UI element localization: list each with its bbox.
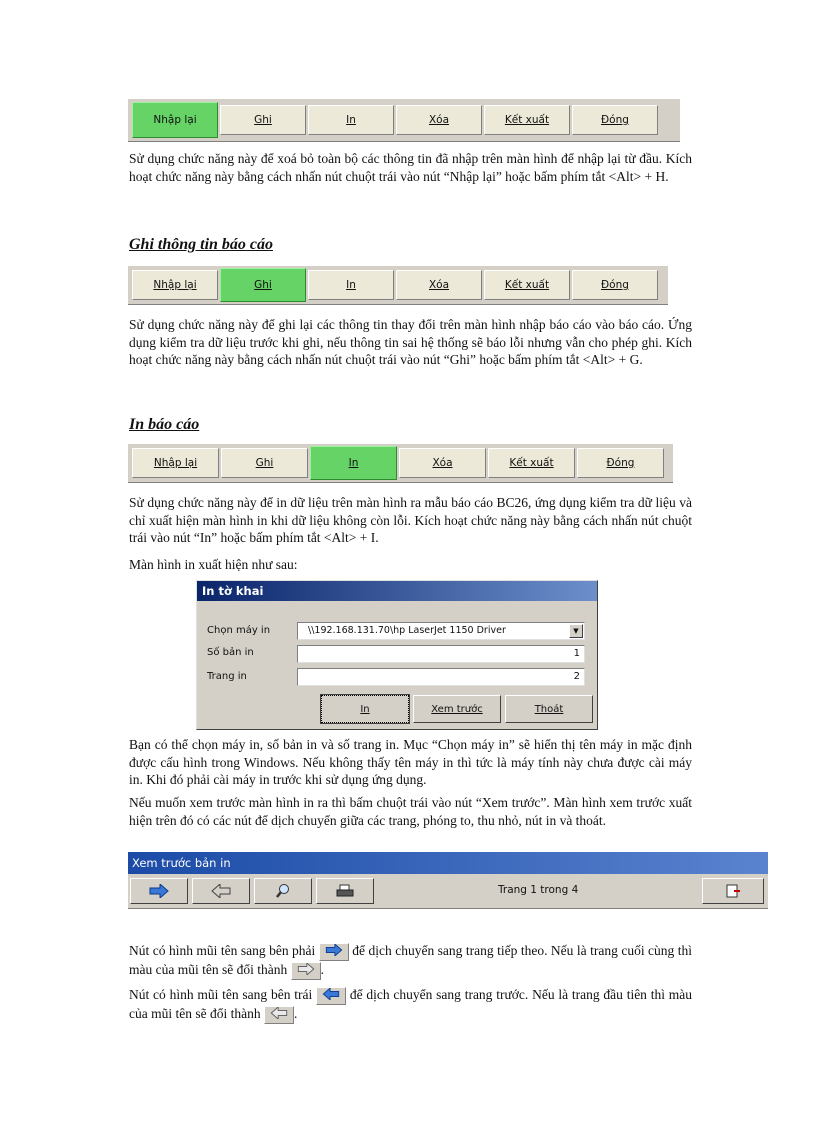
preview-window xyxy=(128,852,768,908)
next-arrow-description: Nút có hình mũi tên sang bên phải để dịch chuyển sang trang tiếp theo. Nếu là trang cuối cùng thì màu của mũi tên sẽ đổi thành . xyxy=(129,942,692,980)
preview-description: Nếu muốn xem trước màn hình in ra thì bấm chuột trái vào nút “Xem trước”. Màn hình xem trước xuất hiện trên đó có các nút để dịch chuyển giữa các trang, phóng to, thu nhỏ, nút in và thoát. xyxy=(129,795,692,828)
printer-description: Bạn có thể chọn máy in, số bản in và số trang in. Mục “Chọn máy in” sẽ hiển thị tên máy in mặc định được cấu hình trong Windows. Nếu không thấy tên máy in thì tức là máy tính này chưa được cài máy in. Khi đó phải cài máy in trước khi sử dụng ứng dụng. xyxy=(129,737,692,787)
reset-button[interactable]: Nhập lại xyxy=(132,102,218,138)
arrow-left-icon xyxy=(316,987,346,1005)
close-button[interactable]: Đóng xyxy=(572,105,658,135)
printer-value: \\192.168.131.70\hp LaserJet 1150 Driver xyxy=(308,625,506,636)
close-button[interactable]: Đóng xyxy=(572,270,658,300)
print-screen-intro: Màn hình in xuất hiện như sau: xyxy=(129,557,298,572)
toolbar-save xyxy=(128,265,668,305)
arrow-right-icon xyxy=(319,943,349,961)
exit-door-icon xyxy=(725,884,741,898)
close-button[interactable]: Đóng xyxy=(577,448,664,478)
print-button[interactable]: In xyxy=(308,105,394,135)
pages-label: Trang in xyxy=(207,671,247,682)
dialog-exit-button[interactable]: Thoát xyxy=(505,695,593,723)
copies-label: Số bản in xyxy=(207,647,254,658)
toolbar-print xyxy=(128,443,673,483)
exit-preview-button[interactable] xyxy=(702,878,764,904)
printer-icon xyxy=(336,884,354,898)
copies-input[interactable]: 1 xyxy=(297,645,585,663)
dialog-title: In tờ khai xyxy=(197,581,597,601)
reset-button[interactable]: Nhập lại xyxy=(132,448,219,478)
save-description: Sử dụng chức năng này để ghi lại các thông tin thay đổi trên màn hình nhập báo cáo vào báo cáo. Ứng dụng kiểm tra dữ liệu trước khi ghi, nếu thông tin sai hệ thống sẽ báo lỗi nhưng vẫn cho phép ghi. Kích hoạt chức năng này bằng cách nhấn nút chuột trái vào nút “Ghi” hoặc bấm phím tắt <Alt> + G. xyxy=(129,317,692,367)
export-button[interactable]: Kết xuất xyxy=(484,270,570,300)
reset-description: Sử dụng chức năng này để xoá bỏ toàn bộ các thông tin đã nhập trên màn hình để nhập lại từ đầu. Kích hoạt chức năng này bằng cách nhấn nút chuột trái vào nút “Nhập lại” hoặc bấm phím tắt <Alt> + H. xyxy=(129,151,692,184)
dialog-print-button[interactable]: In xyxy=(321,695,409,723)
save-heading: Ghi thông tin báo cáo xyxy=(129,236,274,253)
next-page-button[interactable] xyxy=(130,878,188,904)
delete-button[interactable]: Xóa xyxy=(396,105,482,135)
arrow-right-icon xyxy=(149,884,169,898)
arrow-left-disabled-icon xyxy=(264,1006,294,1024)
print-dialog xyxy=(196,580,598,730)
save-button[interactable]: Ghi xyxy=(220,268,306,302)
save-button[interactable]: Ghi xyxy=(220,105,306,135)
reset-button[interactable]: Nhập lại xyxy=(132,270,218,300)
zoom-button[interactable] xyxy=(254,878,312,904)
dialog-preview-button[interactable]: Xem trước xyxy=(413,695,501,723)
save-button[interactable]: Ghi xyxy=(221,448,308,478)
prev-page-button[interactable] xyxy=(192,878,250,904)
chevron-down-icon[interactable]: ▼ xyxy=(569,624,583,638)
preview-title: Xem trước bản in xyxy=(128,852,768,874)
export-button[interactable]: Kết xuất xyxy=(488,448,575,478)
printer-button[interactable] xyxy=(316,878,374,904)
print-button[interactable]: In xyxy=(308,270,394,300)
pages-input[interactable]: 2 xyxy=(297,668,585,686)
prev-arrow-description: Nút có hình mũi tên sang bên trái để dịch chuyển sang trang trước. Nếu là trang đầu tiên thì màu của mũi tên sẽ đổi thành . xyxy=(129,986,692,1024)
toolbar-reset xyxy=(128,98,680,142)
print-heading: In báo cáo xyxy=(129,416,200,433)
delete-button[interactable]: Xóa xyxy=(396,270,482,300)
arrow-left-icon xyxy=(211,884,231,898)
arrow-right-disabled-icon xyxy=(291,962,321,980)
magnifier-icon xyxy=(275,883,291,899)
preview-toolbar xyxy=(128,874,768,909)
export-button[interactable]: Kết xuất xyxy=(484,105,570,135)
page-indicator: Trang 1 trong 4 xyxy=(498,884,579,896)
printer-label: Chọn máy in xyxy=(207,625,271,636)
delete-button[interactable]: Xóa xyxy=(399,448,486,478)
printer-select[interactable] xyxy=(297,622,585,640)
print-button[interactable]: In xyxy=(310,446,397,480)
print-description: Sử dụng chức năng này để in dữ liệu trên màn hình ra mẫu báo cáo BC26, ứng dụng kiểm tra dữ liệu và chỉ xuất hiện màn hình in khi dữ liệu không còn lỗi. Kích hoạt chức năng này bằng cách nhấn nút chuột trái vào nút “In” hoặc bấm phím tắt <Alt> + I. xyxy=(129,495,692,545)
